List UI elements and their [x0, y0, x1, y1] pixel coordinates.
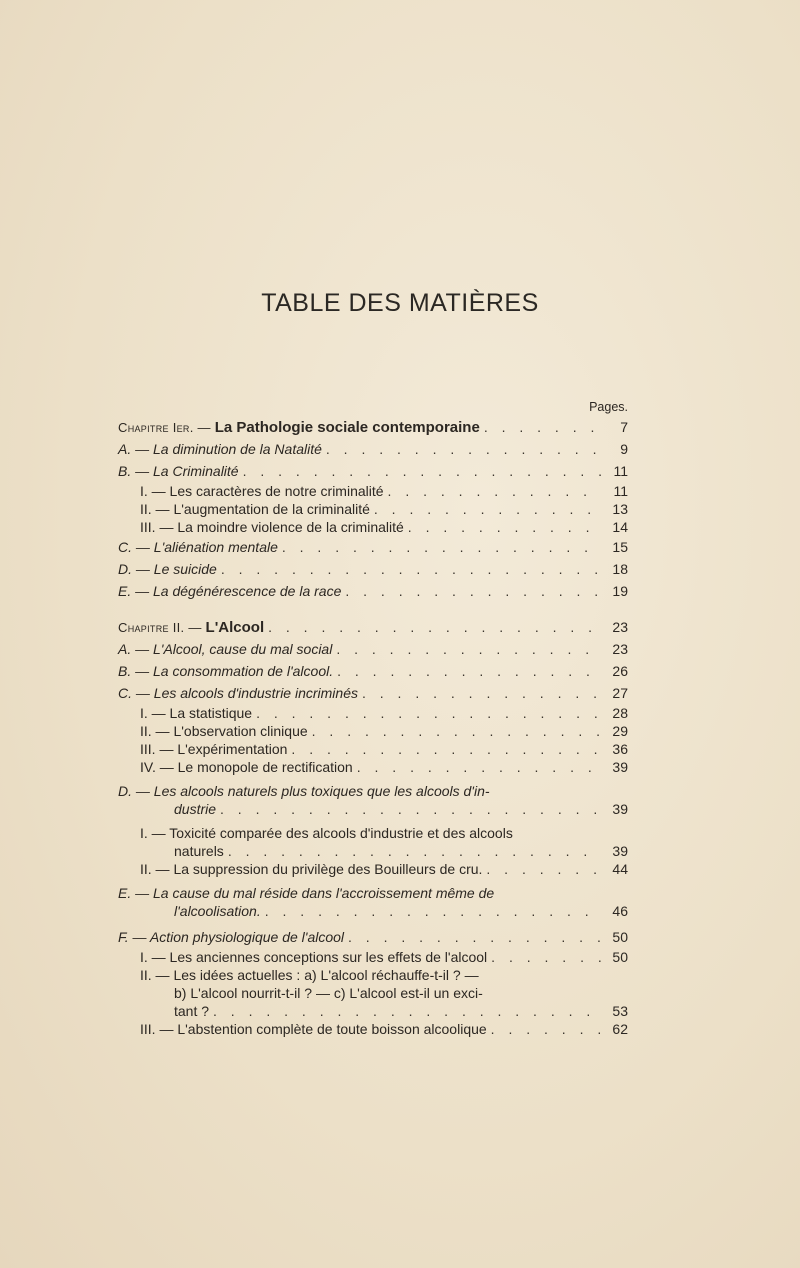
entry-label: D. — Le suicide: [118, 561, 217, 577]
page-number: 11: [613, 463, 628, 479]
leader-dots: [228, 842, 602, 860]
toc-subentry: [118, 518, 628, 536]
page-number: 13: [612, 501, 628, 517]
toc-entry-line1: [118, 884, 628, 902]
leader-dots: [256, 704, 602, 722]
toc-entry: [118, 638, 628, 660]
leader-dots: [312, 722, 602, 740]
entry-label-cont: b) L'alcool nourrit-t-il ? — c) L'alcool est-il un exci-: [174, 985, 483, 1001]
toc-subentry: [118, 740, 628, 758]
toc-subentry: [118, 758, 628, 776]
table-of-contents: [118, 400, 628, 1038]
toc-entry-line1: [118, 782, 628, 800]
entry-label: II. — L'observation clinique: [140, 723, 308, 739]
entry-label-cont: tant ?: [174, 1003, 210, 1019]
page-number: 18: [612, 561, 628, 577]
toc-entry-line2: [118, 902, 628, 920]
entry-label-cont: naturels: [174, 843, 224, 859]
page-number: 39: [612, 843, 628, 859]
page-number: 29: [612, 723, 628, 739]
leader-dots: [362, 682, 602, 704]
page-number: 9: [620, 441, 628, 457]
leader-dots: [265, 902, 602, 920]
page-number: 44: [612, 861, 628, 877]
leader-dots: [336, 638, 602, 660]
page-number: 50: [612, 949, 628, 965]
page-number: 50: [612, 929, 628, 945]
page-title: TABLE DES MATIÈRES: [261, 289, 539, 317]
leader-dots: [491, 948, 602, 966]
entry-label: I. — Les caractères de notre criminalité: [140, 483, 384, 499]
page-number: 11: [613, 483, 628, 499]
page-number: 28: [612, 705, 628, 721]
entry-label: I. — La statistique: [140, 705, 253, 721]
toc-subentry-line2: [118, 842, 628, 860]
toc-subentry: [118, 860, 628, 878]
toc-subentry: [118, 482, 628, 500]
leader-dots: [337, 660, 602, 682]
chapter-1-prefix: Chapitre Ier. —: [118, 420, 211, 435]
leader-dots: [345, 580, 602, 602]
leader-dots: [243, 460, 602, 482]
leader-dots: [374, 500, 602, 518]
leader-dots: [408, 518, 602, 536]
entry-label: E. — La cause du mal réside dans l'accroissement même de: [118, 885, 495, 901]
page-number: 23: [612, 641, 628, 657]
toc-subentry: [118, 704, 628, 722]
page-number: 7: [620, 419, 628, 435]
entry-label: III. — La moindre violence de la criminalité: [140, 519, 404, 535]
entry-label: D. — Les alcools naturels plus toxiques que les alcools d'in-: [118, 783, 490, 799]
leader-dots: [220, 800, 602, 818]
leader-dots: [388, 482, 602, 500]
leader-dots: [484, 416, 602, 438]
toc-subentry: [118, 500, 628, 518]
entry-label: C. — Les alcools d'industrie incriminés: [118, 685, 358, 701]
entry-label: B. — La consommation de l'alcool.: [118, 663, 334, 679]
toc-entry: [118, 926, 628, 948]
leader-dots: [326, 438, 602, 460]
chapter-2-title: L'Alcool: [205, 619, 265, 636]
leader-dots: [213, 1002, 602, 1020]
entry-label: B. — La Criminalité: [118, 463, 239, 479]
page-number: 36: [612, 741, 628, 757]
toc-subentry: [118, 948, 628, 966]
entry-label: I. — Toxicité comparée des alcools d'industrie et des alcools: [140, 825, 513, 841]
toc-entry-line2: [118, 800, 628, 818]
toc-subentry: [118, 1020, 628, 1038]
entry-label: I. — Les anciennes conceptions sur les effets de l'alcool: [140, 949, 488, 965]
entry-label: E. — La dégénérescence de la race: [118, 583, 342, 599]
page-number: 19: [612, 583, 628, 599]
leader-dots: [491, 1020, 602, 1038]
toc-entry: [118, 438, 628, 460]
section-gap: [118, 602, 628, 616]
entry-label: F. — Action physiologique de l'alcool: [118, 929, 345, 945]
toc-entry: [118, 682, 628, 704]
chapter-1-title: La Pathologie sociale contemporaine: [214, 419, 480, 436]
page-number: 53: [612, 1003, 628, 1019]
leader-dots: [291, 740, 602, 758]
toc-entry: [118, 536, 628, 558]
chapter-1-entry: [118, 416, 628, 438]
toc-entry: [118, 558, 628, 580]
entry-label: III. — L'abstention complète de toute boisson alcoolique: [140, 1021, 487, 1037]
toc-entry: [118, 580, 628, 602]
chapter-2-prefix: Chapitre II. —: [118, 620, 202, 635]
page-number: 39: [612, 801, 628, 817]
entry-label: II. — Les idées actuelles : a) L'alcool réchauffe-t-il ? —: [140, 967, 479, 983]
toc-subentry-line1: [118, 966, 628, 984]
page-number: 46: [612, 903, 628, 919]
toc-subentry-line3: [118, 1002, 628, 1020]
toc-entry: [118, 660, 628, 682]
entry-label: IV. — Le monopole de rectification: [140, 759, 353, 775]
page-number: 39: [612, 759, 628, 775]
page-number: 26: [612, 663, 628, 679]
entry-label-cont: dustrie: [174, 801, 217, 817]
page-number: 27: [612, 685, 628, 701]
entry-label: II. — La suppression du privilège des Bouilleurs de cru.: [140, 861, 483, 877]
entry-label: III. — L'expérimentation: [140, 741, 288, 757]
toc-subentry-line2: [118, 984, 628, 1002]
entry-label: C. — L'aliénation mentale: [118, 539, 278, 555]
chapter-2-entry: [118, 616, 628, 638]
toc-subentry-line1: [118, 824, 628, 842]
entry-label: A. — L'Alcool, cause du mal social: [118, 641, 333, 657]
entry-label-cont: l'alcoolisation.: [174, 903, 261, 919]
pages-column-header: Pages.: [589, 400, 628, 414]
leader-dots: [282, 536, 602, 558]
entry-label: II. — L'augmentation de la criminalité: [140, 501, 370, 517]
entry-label: A. — La diminution de la Natalité: [118, 441, 322, 457]
leader-dots: [348, 926, 602, 948]
toc-entry: [118, 460, 628, 482]
leader-dots: [221, 558, 602, 580]
page-number: 15: [612, 539, 628, 555]
leader-dots: [486, 860, 602, 878]
page-number: 62: [612, 1021, 628, 1037]
leader-dots: [357, 758, 602, 776]
leader-dots: [268, 616, 602, 638]
toc-subentry: [118, 722, 628, 740]
page-number: 23: [612, 619, 628, 635]
page-number: 14: [612, 519, 628, 535]
